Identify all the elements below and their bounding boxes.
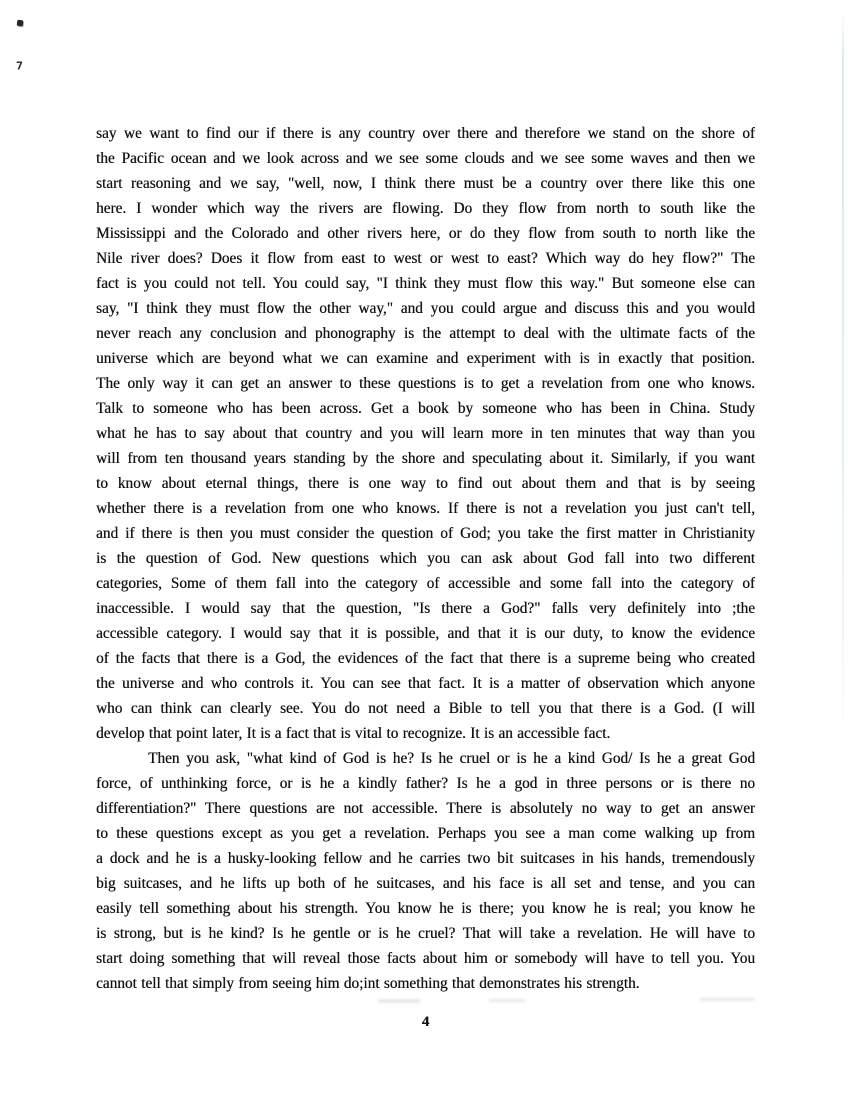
text-line: who can think can clearly see. You do not need a Bible to tell you that there is a God. (I will	[96, 700, 755, 717]
text-line: and if there is then you must consider the question of God; you take the first matter in Christianity	[96, 525, 755, 542]
text-line: force, of unthinking force, or is he a kindly father? Is he a god in three persons or is there no	[96, 775, 755, 792]
text-line: differentiation?" There questions are not accessible. There is absolutely no way to get an answer	[96, 800, 755, 817]
text-line: will from ten thousand years standing by the shore and speculating about it. Similarly, if you want	[96, 450, 755, 467]
text-line: whether there is a revelation from one who knows. If there is not a revelation you just can't tell,	[96, 500, 755, 517]
text-line: categories, Some of them fall into the category of accessible and some fall into the category of	[96, 575, 755, 592]
text-line: the universe and who controls it. You can see that fact. It is a matter of observation which anyone	[96, 675, 755, 692]
text-line: to know about eternal things, there is one way to find out about them and that is by seeing	[96, 475, 755, 492]
text-line: is strong, but is he kind? Is he gentle or is he cruel? That will take a revelation. He will have to	[96, 925, 755, 942]
text-line: here. I wonder which way the rivers are flowing. Do they flow from north to south like the	[96, 200, 755, 217]
text-line: of the facts that there is a God, the evidences of the fact that there is a supreme being who created	[96, 650, 755, 667]
text-line: inaccessible. I would say that the question, "Is there a God?" falls very definitely into ;the	[96, 600, 755, 617]
text-line: cannot tell that simply from seeing him do;int something that demonstrates his strength.	[96, 975, 640, 992]
text-line: never reach any conclusion and phonography is the attempt to deal with the ultimate facts of the	[96, 325, 755, 342]
text-line: big suitcases, and he lifts up both of he suitcases, and his face is all set and tense, and you can	[96, 875, 755, 892]
text-line: Then you ask, "what kind of God is he? Is he cruel or is he a kind God/ Is he a great God	[148, 750, 755, 767]
text-line: say we want to find our if there is any country over there and therefore we stand on the shore of	[96, 125, 755, 142]
scan-edge-line	[842, 12, 844, 742]
text-line: to these questions except as you get a revelation. Perhaps you see a man come walking up from	[96, 825, 755, 842]
scan-artifact-ink-blob	[17, 20, 24, 27]
text-line: easily tell something about his strength. You know he is there; you know he is real; you know he	[96, 900, 755, 917]
text-line: Nile river does? Does it flow from east to west or west to east? Which way do hey flow?" The	[96, 250, 755, 267]
text-line: a dock and he is a husky-looking fellow and he carries two bit suitcases in his hands, tremendously	[96, 850, 755, 867]
text-line: fact is you could not tell. You could say, "I think they must flow this way." But someone else can	[96, 275, 755, 292]
page-number: 4	[421, 1014, 430, 1030]
text-line: universe which are beyond what we can examine and experiment with is in exactly that position.	[96, 350, 755, 367]
text-line: The only way it can get an answer to these questions is to get a revelation from one who knows.	[96, 375, 755, 392]
text-line: accessible category. I would say that it is possible, and that it is our duty, to know the evidence	[96, 625, 755, 642]
text-line: start reasoning and we say, "well, now, I think there must be a country over there like this one	[96, 175, 755, 192]
text-line: Talk to someone who has been across. Get a book by someone who has been in China. Study	[96, 400, 755, 417]
text-line: the Pacific ocean and we look across and we see some clouds and we see some waves and then we	[96, 150, 755, 167]
body-text	[96, 121, 755, 996]
text-line: Mississippi and the Colorado and other rivers here, or do they flow from south to north like the	[96, 225, 755, 242]
text-line: develop that point later, It is a fact that is vital to recognize. It is an accessible fact.	[96, 725, 611, 742]
scan-smudge	[700, 998, 755, 1001]
text-line: start doing something that will reveal those facts about him or somebody will have to tell you. You	[96, 950, 755, 967]
scan-smudge	[489, 999, 525, 1002]
text-line: is the question of God. New questions which you can ask about God fall into two different	[96, 550, 755, 567]
scan-artifact-digit-mark: 7	[16, 60, 23, 73]
text-line: what he has to say about that country and you will learn more in ten minutes that way than you	[96, 425, 755, 442]
scan-smudge	[378, 999, 420, 1003]
text-line: say, "I think they must flow the other way," and you could argue and discuss this and you would	[96, 300, 755, 317]
